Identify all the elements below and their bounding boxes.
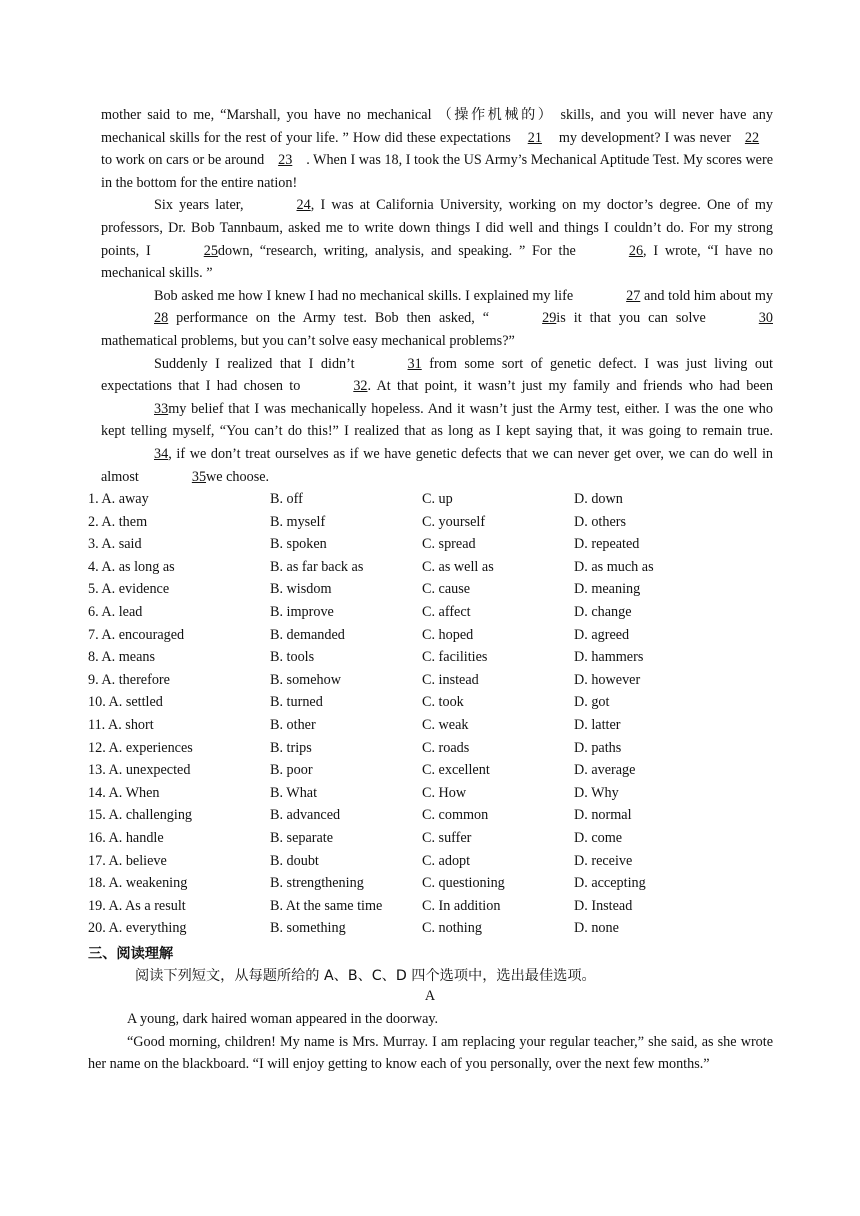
- option-d: D. accepting: [574, 875, 646, 892]
- question-row: [88, 827, 788, 850]
- blank-35: 35: [191, 468, 207, 485]
- option-b: B. spoken: [270, 536, 327, 553]
- question-row: [88, 759, 788, 782]
- option-a: 12. A. experiences: [88, 739, 193, 756]
- passage-text: , I was at California University, working on my doctor’s degree. One of my professors, Dr. Bob Tannbaum, asked me to write down things I did well and things I couldn’t do. For my strong points, I: [101, 197, 773, 259]
- option-c: C. excellent: [422, 762, 490, 779]
- option-b: B. wisdom: [270, 581, 332, 598]
- passage-text: and told him about my: [640, 287, 773, 304]
- question-row: [88, 737, 788, 760]
- option-c: C. yourself: [422, 513, 486, 530]
- option-c: C. spread: [422, 536, 476, 553]
- passage-text: my development? I was never: [558, 129, 731, 146]
- option-a: 11. A. short: [88, 716, 154, 733]
- option-c: C. instead: [422, 671, 479, 688]
- option-b: B. At the same time: [270, 897, 383, 914]
- option-b: B. as far back as: [270, 558, 364, 575]
- question-row: [88, 691, 788, 714]
- reading-passage: [88, 1008, 773, 1076]
- option-b: B. turned: [270, 694, 323, 711]
- option-d: D. receive: [574, 852, 633, 869]
- option-a: 7. A. encouraged: [88, 626, 185, 643]
- option-b: B. somehow: [270, 671, 341, 688]
- option-c: C. In addition: [422, 897, 501, 914]
- question-row: [88, 511, 788, 534]
- answer-options: [88, 488, 788, 940]
- option-c: C. cause: [422, 581, 471, 598]
- question-row: [88, 646, 788, 669]
- option-c: C. hoped: [422, 626, 474, 643]
- option-c: C. weak: [422, 716, 469, 733]
- section-instruction: 阅读下列短文，从每题所给的 A、B、C、D 四个选项中，选出最佳选项。: [135, 968, 596, 984]
- question-row: [88, 872, 788, 895]
- passage-text: is it that you can solve: [556, 310, 706, 327]
- passage-text: to work on cars or be around: [101, 152, 265, 169]
- option-d: D. Why: [574, 784, 619, 801]
- question-row: [88, 917, 788, 940]
- option-d: D. others: [574, 513, 627, 530]
- option-c: C. suffer: [422, 829, 472, 846]
- passage-paragraph-3: [101, 285, 773, 353]
- option-a: 14. A. When: [88, 784, 160, 801]
- passage-text: Suddenly I realized that I didn’t: [154, 355, 355, 372]
- passage-text: mathematical problems, but you can’t solve easy mechanical problems?”: [101, 332, 515, 349]
- passage-text: performance on the Army test. Bob then asked, “: [168, 310, 490, 327]
- option-d: D. as much as: [574, 558, 654, 575]
- option-c: C. common: [422, 807, 489, 824]
- option-c: C. questioning: [422, 875, 505, 892]
- option-d: D. latter: [574, 716, 621, 733]
- blank-34: 34: [154, 445, 169, 462]
- passage-text: Six years later,: [154, 197, 244, 214]
- option-d: D. however: [574, 671, 641, 688]
- blank-32: 32: [353, 378, 368, 395]
- option-d: D. down: [574, 491, 623, 507]
- blank-33: 33: [154, 400, 169, 417]
- option-a: 9. A. therefore: [88, 671, 170, 688]
- option-b: B. poor: [270, 762, 313, 779]
- passage-text: mother said to me, “Marshall, you have no mechanical （操作机械的） skills, and you will never have any mechanical skills for the rest of your life. ” How did these expectations: [101, 107, 773, 146]
- option-d: D. got: [574, 694, 610, 711]
- passage-text: down, “research, writing, analysis, and speaking. ” For the: [217, 242, 576, 259]
- blank-31: 31: [407, 355, 422, 372]
- question-row: [88, 850, 788, 873]
- blank-29: 29: [542, 310, 557, 327]
- option-a: 6. A. lead: [88, 603, 143, 620]
- option-b: B. tools: [270, 649, 315, 666]
- question-row: [88, 601, 788, 624]
- question-row: [88, 556, 788, 579]
- passage-text: . At that point, it wasn’t just my family and friends who had been: [367, 378, 773, 395]
- option-a: 19. A. As a result: [88, 897, 186, 914]
- question-row: [88, 624, 788, 647]
- option-d: D. average: [574, 762, 636, 779]
- passage-text: we choose.: [206, 468, 270, 485]
- blank-21: 21: [527, 129, 542, 146]
- question-row: [88, 782, 788, 805]
- option-b: B. doubt: [270, 852, 319, 869]
- passage-text: . When I was 18, I took the US Army’s Mechanical Aptitude Test. My scores were in the bottom for the entire nation!: [101, 152, 774, 191]
- option-c: C. took: [422, 694, 464, 711]
- option-c: C. roads: [422, 739, 470, 756]
- passage-text: Bob asked me how I knew I had no mechanical skills. I explained my life: [154, 287, 574, 304]
- question-row: [88, 804, 788, 827]
- option-d: D. agreed: [574, 626, 630, 643]
- option-a: 5. A. evidence: [88, 581, 170, 598]
- blank-24: 24: [296, 197, 311, 214]
- question-row: [88, 578, 788, 601]
- passage-text: , I wrote, “I have no mechanical skills. ”: [101, 242, 773, 282]
- option-d: D. normal: [574, 807, 632, 824]
- option-d: D. paths: [574, 739, 622, 756]
- reading-paragraph-1: A young, dark haired woman appeared in the doorway.: [127, 1011, 439, 1027]
- option-b: B. What: [270, 784, 318, 801]
- option-b: B. trips: [270, 739, 312, 756]
- option-b: B. advanced: [270, 807, 341, 824]
- option-c: C. How: [422, 784, 467, 801]
- section-title: 三、阅读理解: [88, 946, 174, 962]
- option-c: C. up: [422, 491, 453, 507]
- blank-27: 27: [626, 287, 641, 304]
- blank-28: 28: [154, 310, 169, 327]
- blank-30: 30: [758, 310, 773, 327]
- option-b: B. something: [270, 920, 346, 937]
- option-a: 16. A. handle: [88, 829, 164, 846]
- passage-paragraph-2: [101, 194, 773, 284]
- option-b: B. improve: [270, 603, 334, 620]
- passage-heading: A: [424, 988, 436, 1004]
- option-a: 1. A. away: [88, 491, 149, 507]
- question-row: [88, 714, 788, 737]
- blank-26: 26: [628, 242, 644, 259]
- option-d: D. repeated: [574, 536, 640, 553]
- passage-text: from some sort of genetic defect. I was just living out expectations that I had chosen to: [101, 355, 773, 395]
- reading-paragraph-2: “Good morning, children! My name is Mrs. Murray. I am replacing your regular teacher,” she said, as she wrote her name on the blackboard. “I will enjoy getting to know each of you personally, over the next few months.”: [88, 1033, 773, 1073]
- option-a: 10. A. settled: [88, 694, 163, 711]
- option-c: C. affect: [422, 603, 471, 620]
- question-row: [88, 488, 788, 511]
- option-c: C. facilities: [422, 649, 488, 666]
- question-row: [88, 669, 788, 692]
- option-d: D. meaning: [574, 581, 641, 598]
- option-a: 18. A. weakening: [88, 875, 188, 892]
- option-a: 20. A. everything: [88, 920, 187, 937]
- option-d: D. come: [574, 829, 623, 846]
- option-b: B. strengthening: [270, 875, 364, 892]
- option-a: 3. A. said: [88, 536, 142, 553]
- blank-23: 23: [278, 152, 293, 169]
- option-b: B. off: [270, 491, 303, 507]
- option-b: B. myself: [270, 513, 326, 530]
- passage-text: my belief that I was mechanically hopeless. And it wasn’t just the Army test, either. I was the one who kept telling myself, “You can’t do this!” I realized that as long as I kept saying that, it was going to remain true.: [101, 400, 773, 440]
- option-d: D. change: [574, 603, 632, 620]
- option-b: B. demanded: [270, 626, 345, 643]
- option-d: D. hammers: [574, 649, 644, 666]
- question-row: [88, 533, 788, 556]
- option-b: B. separate: [270, 829, 334, 846]
- option-b: B. other: [270, 716, 316, 733]
- option-a: 4. A. as long as: [88, 558, 175, 575]
- passage-paragraph-4: [101, 353, 773, 489]
- passage-paragraph-1: [101, 104, 773, 194]
- option-a: 15. A. challenging: [88, 807, 193, 824]
- passage-text: , if we don’t treat ourselves as if we have genetic defects that we can never get over, we can do well in almost: [101, 445, 773, 485]
- cloze-passage: [101, 104, 773, 488]
- option-d: D. Instead: [574, 897, 633, 914]
- option-c: C. nothing: [422, 920, 482, 937]
- option-a: 17. A. believe: [88, 852, 167, 869]
- blank-22: 22: [744, 129, 760, 146]
- option-d: D. none: [574, 920, 619, 937]
- option-c: C. as well as: [422, 558, 494, 575]
- question-row: [88, 895, 788, 918]
- option-a: 13. A. unexpected: [88, 762, 191, 779]
- option-a: 2. A. them: [88, 513, 148, 530]
- blank-25: 25: [203, 242, 218, 259]
- option-c: C. adopt: [422, 852, 471, 869]
- option-a: 8. A. means: [88, 649, 155, 666]
